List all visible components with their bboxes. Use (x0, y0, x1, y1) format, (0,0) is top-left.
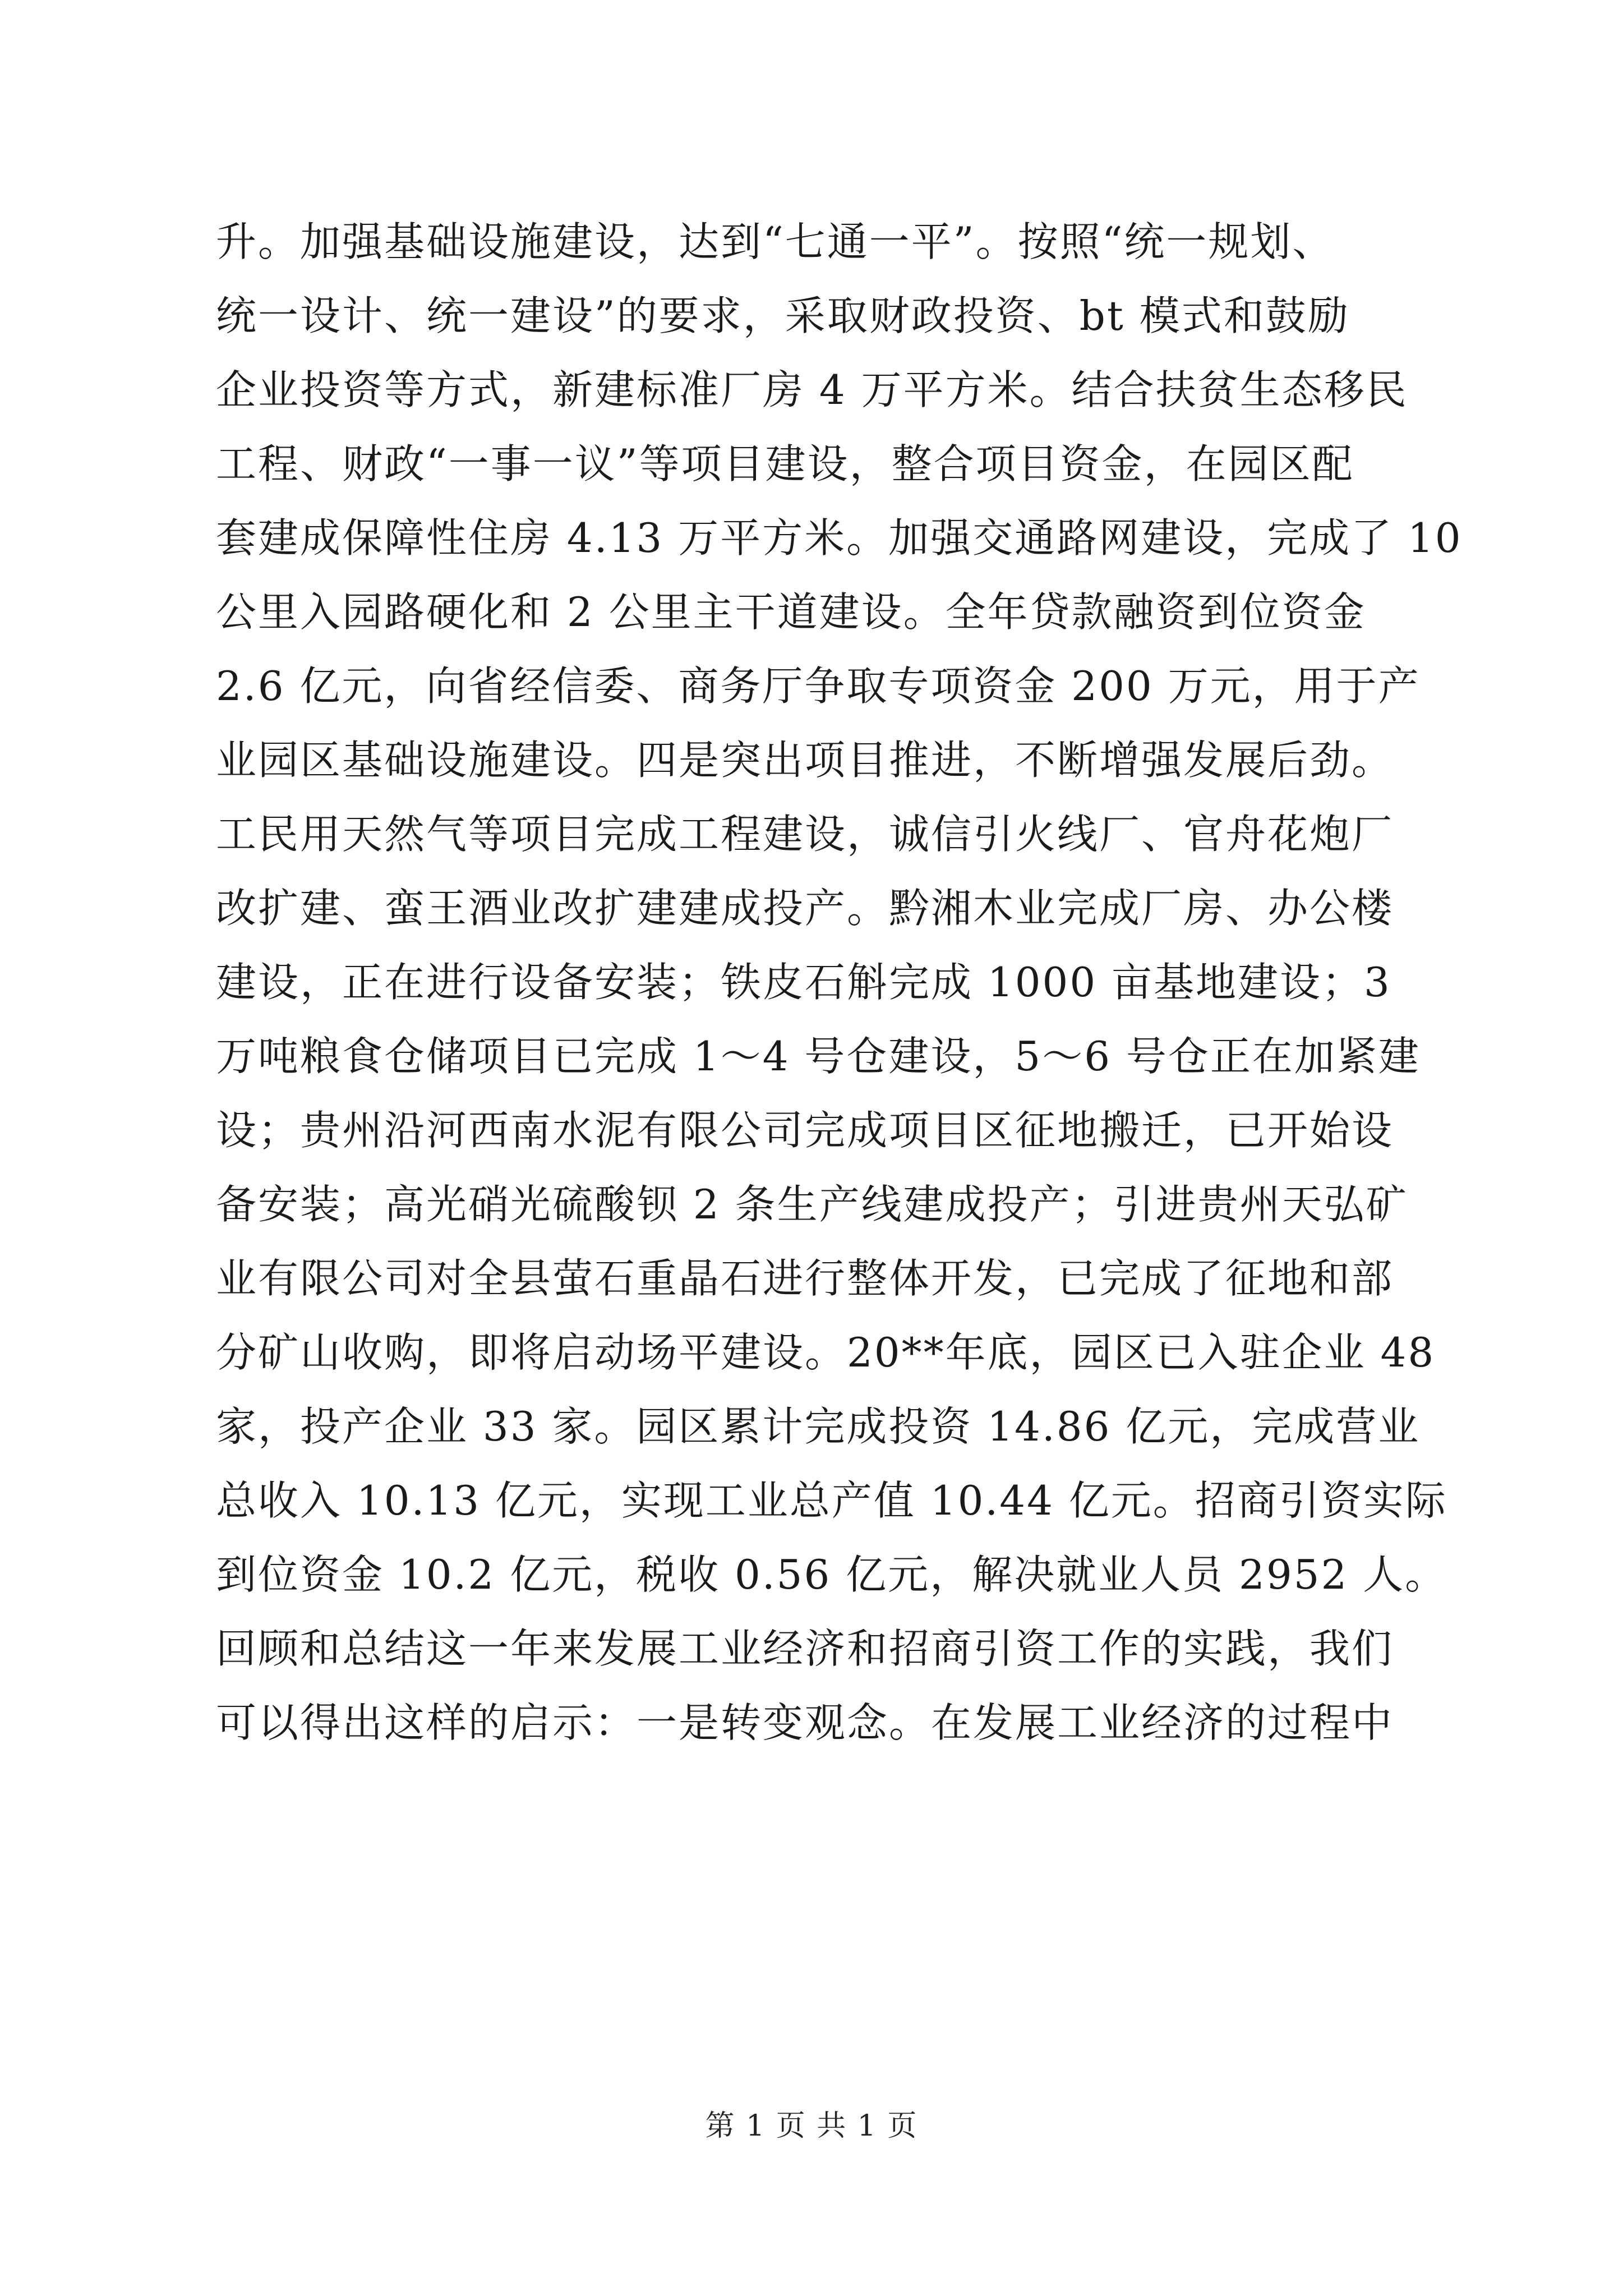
text-line: 2.6 亿元，向省经信委、商务厅争取专项资金 200 万元，用于产 (216, 662, 1421, 710)
text-line: 家，投产企业 33 家。园区累计完成投资 14.86 亿元，完成营业 (216, 1403, 1421, 1450)
text-line: 到位资金 10.2 亿元，税收 0.56 亿元，解决就业人员 2952 人。 (216, 1551, 1447, 1598)
text-line: 改扩建、蛮王酒业改扩建建成投产。黔湘木业完成厂房、办公楼 (216, 885, 1394, 932)
text-line: 可以得出这样的启示：一是转变观念。在发展工业经济的过程中 (216, 1699, 1394, 1746)
text-line: 企业投资等方式，新建标准厂房 4 万平方米。结合扶贫生态移民 (216, 366, 1408, 413)
text-line: 建设，正在进行设备安装；铁皮石斛完成 1000 亩基地建设；3 (216, 959, 1391, 1006)
text-line: 分矿山收购，即将启动场平建设。20**年底，园区已入驻企业 48 (216, 1329, 1436, 1376)
page-footer: 第 1 页 共 1 页 (705, 2109, 918, 2143)
text-line: 工程、财政“一事一议”等项目建设，整合项目资金，在园区配 (216, 440, 1354, 487)
text-line: 工民用天然气等项目完成工程建设，诚信引火线厂、官舟花炮厂 (216, 811, 1394, 858)
text-line: 业园区基础设施建设。四是突出项目推进，不断增强发展后劲。 (216, 737, 1394, 784)
text-line: 公里入园路硬化和 2 公里主干道建设。全年贷款融资到位资金 (216, 588, 1366, 636)
text-line: 统一设计、统一建设”的要求，采取财政投资、bt 模式和鼓励 (216, 292, 1350, 339)
text-line: 回顾和总结这一年来发展工业经济和招商引资工作的实践，我们 (216, 1625, 1394, 1672)
text-line: 万吨粮食仓储项目已完成 1～4 号仓建设，5～6 号仓正在加紧建 (216, 1033, 1421, 1080)
body-text (216, 205, 1463, 1760)
text-line: 备安装；高光硝光硫酸钡 2 条生产线建成投产；引进贵州天弘矿 (216, 1181, 1408, 1228)
text-line: 总收入 10.13 亿元，实现工业总产值 10.44 亿元。招商引资实际 (216, 1477, 1447, 1524)
text-line: 升。加强基础设施建设，达到“七通一平”。按照“统一规划、 (216, 218, 1335, 265)
text-line: 套建成保障性住房 4.13 万平方米。加强交通路网建设，完成了 10 (216, 514, 1463, 562)
text-line: 业有限公司对全县萤石重晶石进行整体开发，已完成了征地和部 (216, 1255, 1394, 1302)
text-line: 设；贵州沿河西南水泥有限公司完成项目区征地搬迁，已开始设 (216, 1107, 1394, 1154)
